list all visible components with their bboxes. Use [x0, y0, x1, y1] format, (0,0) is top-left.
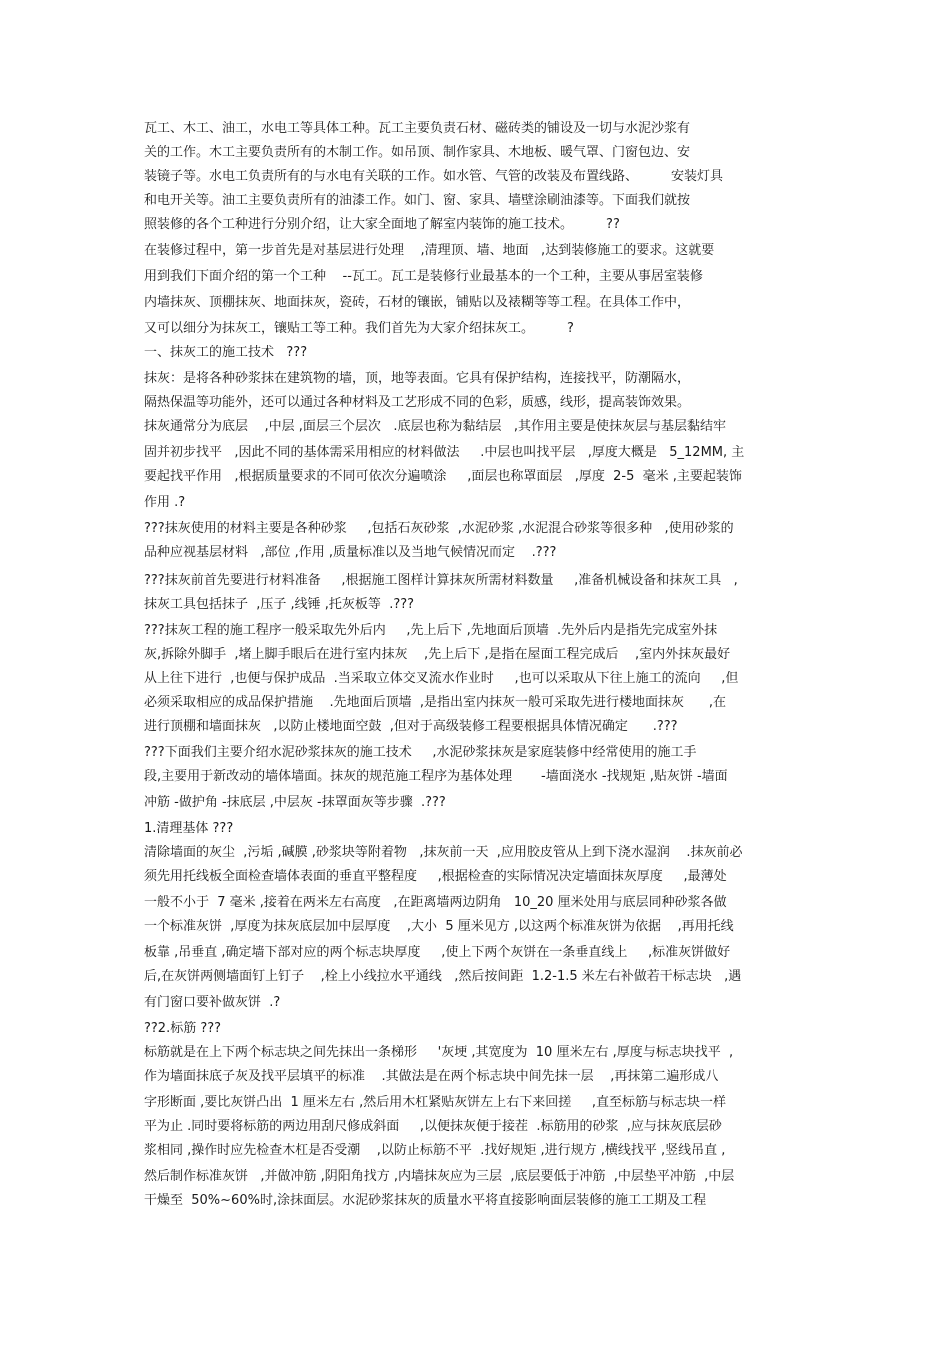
- text-line: 一个标准灰饼 ,厚度为抹灰底层加中层厚度 ,大小 5 厘米见方 ,以这两个标准灰饼为依据 ,再用托线: [144, 919, 734, 934]
- text-line: 作用 .?: [144, 495, 186, 510]
- text-line: 和电开关等。油工主要负责所有的油漆工作。如门、窗、家具、墙壁涂刷油漆等。下面我们就按: [144, 193, 691, 208]
- text-line: 关的工作。木工主要负责所有的木制工作。如吊顶、制作家具、木地板、暖气罩、门窗包边、安: [144, 145, 691, 160]
- text-line: 须先用托线板全面检查墙体表面的垂直平整程度 ,根据检查的实际情况决定墙面抹灰厚度 ,最薄处: [144, 869, 727, 884]
- text-line: 抹灰通常分为底层 ,中层 ,面层三个层次 .底层也称为黏结层 ,其作用主要是使抹灰层与基层黏结牢: [144, 419, 726, 434]
- text-line: 作为墙面抹底子灰及找平层填平的标准 .其做法是在两个标志块中间先抹一层 ,再抹第二遍形成八: [144, 1069, 719, 1084]
- text-line: 在装修过程中，第一步首先是对基层进行处理 ,清理顶、墙、地面 ,达到装修施工的要求。这就要: [144, 243, 715, 258]
- text-line: 从上往下进行 ,也便与保护成品 .当采取立体交叉流水作业时 ,也可以采取从下往上施工的流向 ,但: [144, 671, 739, 686]
- text-line: 板靠 ,吊垂直 ,确定墙下部对应的两个标志块厚度 ,使上下两个灰饼在一条垂直线上 ,标准灰饼做好: [144, 945, 731, 960]
- text-line: 然后制作标准灰饼 ,并做冲筋 ,阴阳角找方 ,内墙抹灰应为三层 ,底层要低于冲筋 ,中层垫平冲筋 ,中层: [144, 1169, 735, 1184]
- text-line: 瓦工、木工、油工，水电工等具体工种。瓦工主要负责石材、磁砖类的铺设及一切与水泥沙浆有: [144, 121, 691, 136]
- text-line: 隔热保温等功能外，还可以通过各种材料及工艺形成不同的色彩，质感，线形，提高装饰效果。: [144, 395, 691, 410]
- text-line: ???抹灰工程的施工程序一般采取先外后内 ,先上后下 ,先地面后顶墙 .先外后内是指先完成室外抹: [144, 623, 718, 638]
- text-line: 品种应视基层材料 ,部位 ,作用 ,质量标准以及当地气候情况而定 .???: [144, 545, 557, 560]
- text-line: 清除墙面的灰尘 ,污垢 ,碱膜 ,砂浆块等附着物 ,抹灰前一天 ,应用胶皮管从上到下浇水湿润 .抹灰前必: [144, 845, 743, 860]
- section-heading: ??2.标筋 ???: [144, 1021, 222, 1036]
- text-line: 抹灰：是将各种砂浆抹在建筑物的墙，顶，地等表面。它具有保护结构，连接找平，防潮隔水，: [144, 371, 691, 386]
- text-line: 抹灰工具包括抹子 ,压子 ,线锤 ,托灰板等 .???: [144, 597, 415, 612]
- text-line: 灰,拆除外脚手 ,堵上脚手眼后在进行室内抹灰 ,先上后下 ,是指在屋面工程完成后 ,室内外抹灰最好: [144, 647, 731, 662]
- text-line: 又可以细分为抹灰工，镶贴工等工种。我们首先为大家介绍抹灰工。 ?: [144, 321, 574, 336]
- text-line: 装镜子等。水电工负责所有的与水电有关联的工作。如水管、气管的改装及布置线路、 安装灯具: [144, 169, 724, 184]
- text-line: ???抹灰前首先要进行材料准备 ,根据施工图样计算抹灰所需材料数量 ,准备机械设备和抹灰工具 ,: [144, 573, 738, 588]
- text-line: ???下面我们主要介绍水泥砂浆抹灰的施工技术 ,水泥砂浆抹灰是家庭装修中经常使用的施工手: [144, 745, 697, 760]
- text-line: 浆相同 ,操作时应先检查木杠是否受潮 ,以防止标筋不平 .找好规矩 ,进行规方 ,横线找平 ,竖线吊直 ,: [144, 1143, 726, 1158]
- text-line: 一般不小于 7 毫米 ,接着在两米左右高度 ,在距离墙两边阴角 10_20 厘米处用与底层同种砂浆各做: [144, 895, 727, 910]
- text-line: 冲筋 -做护角 -抹底层 ,中层灰 -抹罩面灰等步骤 .???: [144, 795, 446, 810]
- text-line: 照装修的各个工种进行分别介绍，让大家全面地了解室内装饰的施工技术。 ??: [144, 217, 620, 232]
- text-line: 段,主要用于新改动的墙体墙面。抹灰的规范施工程序为基体处理 -墙面浇水 -找规矩 ,贴灰饼 -墙面: [144, 769, 728, 784]
- text-line: ???抹灰使用的材料主要是各种砂浆 ,包括石灰砂浆 ,水泥砂浆 ,水泥混合砂浆等很多种 ,使用砂浆的: [144, 521, 734, 536]
- text-line: 标筋就是在上下两个标志块之间先抹出一条梯形 '灰埂 ,其宽度为 10 厘米左右 ,厚度与标志块找平 ,: [144, 1045, 734, 1060]
- text-line: 进行顶棚和墙面抹灰 ,以防止楼地面空鼓 ,但对于高级装修工程要根据具体情况确定 .???: [144, 719, 678, 734]
- text-line: 有门窗口要补做灰饼 .?: [144, 995, 281, 1010]
- text-line: 用到我们下面介绍的第一个工种 --瓦工。瓦工是装修行业最基本的一个工种，主要从事居室装修: [144, 269, 703, 284]
- section-heading: 一、抹灰工的施工技术 ???: [144, 345, 308, 360]
- text-line: 后,在灰饼两侧墙面钉上钉子 ,栓上小线拉水平通线 ,然后按间距 1.2-1.5 米左右补做若干标志块 ,遇: [144, 969, 742, 984]
- text-line: 要起找平作用 ,根据质量要求的不同可依次分遍喷涂 ,面层也称罩面层 ,厚度 2-5 毫米 ,主要起装饰: [144, 469, 742, 484]
- text-line: 字形断面 ,要比灰饼凸出 1 厘米左右 ,然后用木杠紧贴灰饼左上右下来回搓 ,直至标筋与标志块一样: [144, 1095, 726, 1110]
- text-line: 平为止 .同时要将标筋的两边用刮尺修成斜面 ,以便抹灰便于接茬 .标筋用的砂浆 ,应与抹灰底层砂: [144, 1119, 722, 1134]
- text-line: 必须采取相应的成品保护措施 .先地面后顶墙 ,是指出室内抹灰一般可采取先进行楼地面抹灰 ,在: [144, 695, 726, 710]
- text-line: 内墙抹灰、顶棚抹灰、地面抹灰，瓷砖，石材的镶嵌，铺贴以及裱糊等等工程。在具体工作中，: [144, 295, 691, 310]
- section-heading: 1.清理基体 ???: [144, 821, 234, 836]
- text-line: 干燥至 50%~60%时,涂抹面层。水泥砂浆抹灰的质量水平将直接影响面层装修的施工工期及工程: [144, 1193, 707, 1208]
- text-line: 固并初步找平 ,因此不同的基体需采用相应的材料做法 .中层也叫找平层 ,厚度大概是 5_12MM, 主: [144, 445, 745, 460]
